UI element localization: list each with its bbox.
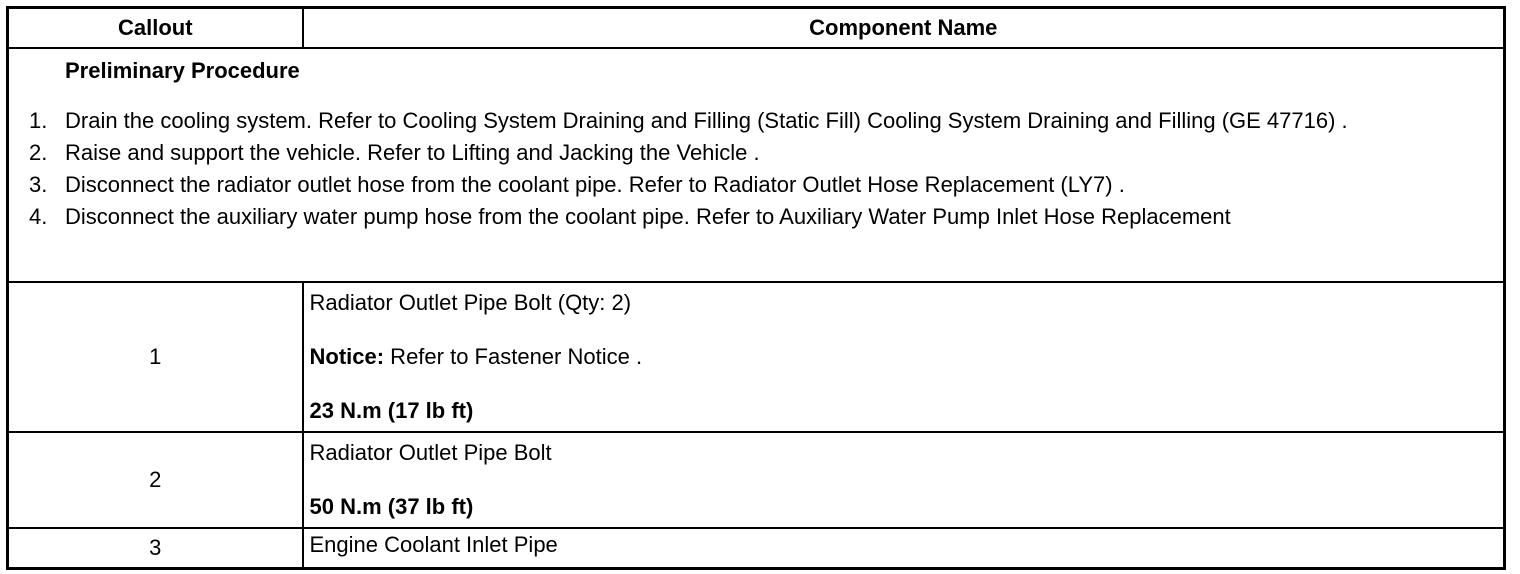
table-row [8, 528, 1505, 568]
preliminary-procedure-cell [8, 48, 1505, 282]
step-text: Disconnect the auxiliary water pump hose from the coolant pipe. Refer to Auxiliary Water Pump Inlet Hose Replacement [65, 204, 1231, 229]
component-cell [303, 528, 1505, 568]
step-number: 3. [29, 172, 48, 197]
callout-number: 1 [8, 282, 303, 432]
component-cell [303, 282, 1505, 432]
torque-spec: 23 N.m (17 lb ft) [309, 398, 474, 423]
table-row [8, 282, 1505, 432]
notice-label: Notice: [309, 344, 385, 369]
preliminary-procedure-title: Preliminary Procedure [65, 58, 300, 83]
step-text: Drain the cooling system. Refer to Cooling System Draining and Filling (Static Fill) Cooling System Draining and Filling (GE 47716) . [65, 108, 1348, 133]
step-number: 2. [29, 140, 48, 165]
callout-number: 3 [8, 528, 303, 568]
component-table [6, 6, 1506, 570]
component-cell [303, 432, 1505, 528]
step-number: 4. [29, 204, 48, 229]
step-number: 1. [29, 108, 48, 133]
table-header-row [8, 8, 1505, 49]
preliminary-procedure-row [8, 48, 1505, 282]
procedure-step [23, 139, 1489, 167]
procedure-step [23, 107, 1489, 135]
callout-header: Callout [8, 8, 303, 49]
component-name: Engine Coolant Inlet Pipe [309, 531, 558, 557]
callout-number: 2 [8, 432, 303, 528]
notice-body: Refer to Fastener Notice . [384, 344, 643, 369]
notice-text [310, 343, 1498, 371]
procedure-step [23, 203, 1489, 231]
procedure-steps-list [23, 107, 1489, 231]
table-row [8, 432, 1505, 528]
procedure-step [23, 171, 1489, 199]
step-text: Disconnect the radiator outlet hose from the coolant pipe. Refer to Radiator Outlet Hose Replacement (LY7) . [65, 172, 1125, 197]
step-text: Raise and support the vehicle. Refer to Lifting and Jacking the Vehicle . [65, 140, 760, 165]
torque-spec: 50 N.m (37 lb ft) [309, 494, 474, 519]
component-name-header: Component Name [303, 8, 1505, 49]
component-name: Radiator Outlet Pipe Bolt [309, 440, 552, 465]
component-name: Radiator Outlet Pipe Bolt (Qty: 2) [309, 290, 632, 315]
